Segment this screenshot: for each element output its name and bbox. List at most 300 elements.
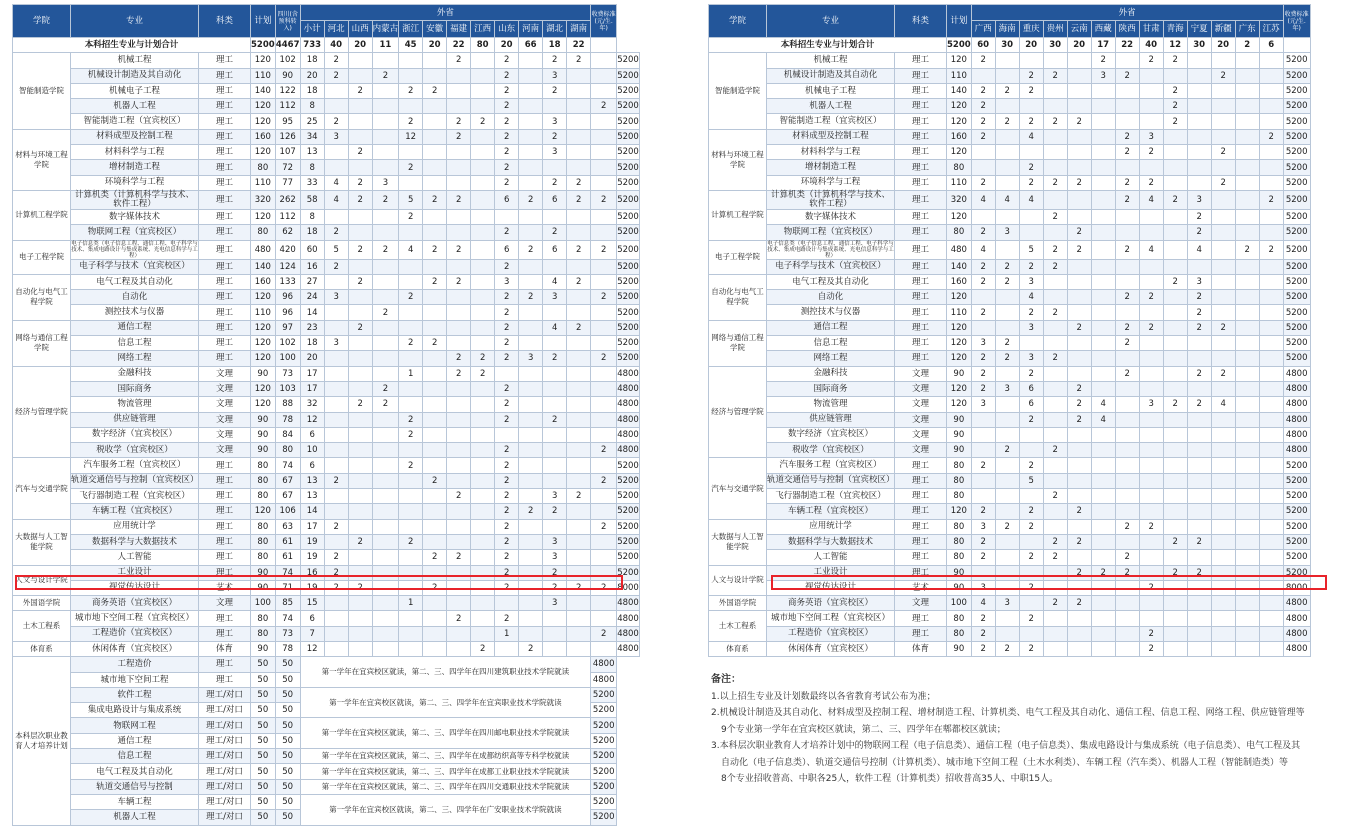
value-cell: 5200 (617, 99, 640, 114)
category-cell: 理工 (895, 240, 947, 259)
sichuan-cell: 50 (275, 733, 300, 748)
value-cell (423, 427, 447, 442)
value-cell (1043, 641, 1067, 656)
value-cell (1211, 129, 1235, 144)
value-cell (1043, 580, 1067, 595)
value-cell: 2 (591, 443, 617, 458)
value-cell: 2 (495, 550, 519, 565)
value-cell: 2 (324, 473, 348, 488)
value-cell: 2 (495, 320, 519, 335)
value-cell (1259, 351, 1283, 366)
value-cell: 6 (300, 458, 324, 473)
value-cell (519, 68, 543, 83)
category-cell: 文理 (199, 427, 251, 442)
value-cell (399, 274, 423, 289)
value-cell (471, 611, 495, 626)
value-cell: 2 (495, 565, 519, 580)
major-cell: 工程造价（宜宾校区） (767, 626, 895, 641)
value-cell: 100 (275, 351, 300, 366)
value-cell: 2 (1163, 274, 1187, 289)
value-cell (995, 489, 1019, 504)
value-cell (348, 550, 372, 565)
category-cell: 理工 (199, 458, 251, 473)
value-cell (1067, 53, 1091, 68)
value-cell: 2 (495, 99, 519, 114)
value-cell (471, 305, 495, 320)
value-cell (1043, 320, 1067, 335)
value-cell: 5200 (1283, 99, 1310, 114)
value-cell: 2 (995, 83, 1019, 98)
value-cell (1019, 626, 1043, 641)
value-cell (1067, 145, 1091, 160)
value-cell: 2 (1067, 175, 1091, 190)
value-cell: 2 (447, 274, 471, 289)
value-cell (1139, 381, 1163, 396)
value-cell: 80 (947, 489, 972, 504)
college-cell: 外国语学院 (13, 596, 71, 611)
value-cell: 2 (971, 99, 995, 114)
value-cell: 2 (1019, 550, 1043, 565)
value-cell: 2 (495, 412, 519, 427)
value-cell (423, 320, 447, 335)
value-cell (567, 351, 591, 366)
value-cell: 2 (423, 240, 447, 259)
value-cell (372, 626, 399, 641)
table-row (13, 504, 640, 519)
value-cell (1067, 519, 1091, 534)
value-cell (995, 611, 1019, 626)
value-cell (348, 351, 372, 366)
college-cell: 汽车与交通学院 (709, 458, 767, 519)
value-cell (1091, 381, 1115, 396)
college-cell: 大数据与人工智能学院 (13, 519, 71, 565)
value-cell (995, 580, 1019, 595)
value-cell (543, 381, 567, 396)
value-cell (995, 397, 1019, 412)
value-cell (1259, 412, 1283, 427)
value-cell: 2 (324, 53, 348, 68)
college-cell: 人文与设计学院 (13, 565, 71, 596)
value-cell: 2 (1115, 190, 1139, 209)
category-cell: 理工 (895, 83, 947, 98)
header-college: 学院 (13, 5, 71, 38)
value-cell (1187, 443, 1211, 458)
value-cell: 5200 (1283, 160, 1310, 175)
notes-title: 备注： (711, 674, 741, 685)
value-cell (399, 489, 423, 504)
college-cell: 体育系 (709, 641, 767, 656)
notes-section (711, 672, 1331, 788)
value-cell (591, 534, 617, 549)
value-cell (348, 336, 372, 351)
value-cell: 2 (519, 290, 543, 305)
table-row (13, 412, 640, 427)
value-cell: 2 (447, 351, 471, 366)
value-cell (348, 114, 372, 129)
value-cell: 120 (251, 336, 276, 351)
major-cell: 电气工程及其自动化 (71, 274, 199, 289)
value-cell: 2 (1115, 290, 1139, 305)
table-row (13, 240, 640, 259)
value-cell (447, 397, 471, 412)
major-cell: 飞行器制造工程（宜宾校区） (71, 489, 199, 504)
value-cell: 63 (275, 519, 300, 534)
value-cell (1163, 225, 1187, 240)
value-cell: 4 (1019, 129, 1043, 144)
value-cell: 2 (995, 274, 1019, 289)
category-cell: 理工 (895, 114, 947, 129)
value-cell: 2 (971, 53, 995, 68)
value-cell (1259, 99, 1283, 114)
value-cell: 160 (947, 274, 972, 289)
value-cell (1091, 274, 1115, 289)
table-row (709, 489, 1311, 504)
value-cell (1259, 397, 1283, 412)
value-cell: 10 (300, 443, 324, 458)
value-cell (1211, 290, 1235, 305)
value-cell: 2 (1235, 240, 1259, 259)
value-cell (567, 83, 591, 98)
value-cell: 2 (1067, 225, 1091, 240)
value-cell (423, 351, 447, 366)
value-cell: 2 (1043, 209, 1067, 224)
value-cell: 3 (372, 175, 399, 190)
value-cell: 120 (947, 209, 972, 224)
value-cell (372, 458, 399, 473)
value-cell: 2 (495, 160, 519, 175)
value-cell: 3 (543, 534, 567, 549)
total-row (709, 38, 1311, 53)
value-cell (372, 225, 399, 240)
value-cell (423, 397, 447, 412)
value-cell: 2 (519, 240, 543, 259)
value-cell (1235, 351, 1259, 366)
major-cell: 软件工程 (71, 687, 199, 702)
value-cell: 2 (1139, 626, 1163, 641)
value-cell: 3 (1019, 351, 1043, 366)
value-cell (348, 611, 372, 626)
header-category: 科类 (199, 5, 251, 38)
value-cell (1139, 83, 1163, 98)
value-cell: 110 (947, 175, 972, 190)
value-cell (1235, 68, 1259, 83)
category-cell: 理工 (199, 473, 251, 488)
table-row (709, 114, 1311, 129)
value-cell: 80 (947, 550, 972, 565)
value-cell: 2 (495, 53, 519, 68)
value-cell: 5200 (617, 320, 640, 335)
value-cell (324, 397, 348, 412)
major-cell: 数字媒体技术 (767, 209, 895, 224)
value-cell (591, 145, 617, 160)
value-cell (543, 626, 567, 641)
value-cell (1235, 626, 1259, 641)
value-cell: 2 (971, 366, 995, 381)
value-cell (1163, 351, 1187, 366)
value-cell: 2 (971, 259, 995, 274)
header-province: 贵州 (1043, 21, 1067, 38)
total-value: 2 (1235, 38, 1259, 53)
major-cell: 视觉传达设计 (71, 580, 199, 595)
value-cell: 13 (300, 489, 324, 504)
value-cell (1235, 519, 1259, 534)
value-cell: 18 (300, 53, 324, 68)
value-cell (348, 225, 372, 240)
value-cell: 5200 (617, 550, 640, 565)
value-cell (1235, 580, 1259, 595)
value-cell: 2 (324, 225, 348, 240)
value-cell (1259, 320, 1283, 335)
value-cell: 6 (1019, 381, 1043, 396)
value-cell: 2 (495, 114, 519, 129)
value-cell: 2 (372, 305, 399, 320)
value-cell: 420 (275, 240, 300, 259)
value-cell: 2 (543, 504, 567, 519)
major-cell: 机械电子工程 (71, 83, 199, 98)
header-province: 宁夏 (1187, 21, 1211, 38)
value-cell (372, 641, 399, 656)
value-cell (1211, 458, 1235, 473)
major-cell: 机器人工程 (71, 810, 199, 825)
value-cell: 80 (251, 534, 276, 549)
category-cell: 文理 (895, 366, 947, 381)
value-cell: 2 (971, 534, 995, 549)
table-row (13, 274, 640, 289)
value-cell (447, 160, 471, 175)
value-cell: 5200 (1283, 534, 1310, 549)
value-cell: 4 (971, 240, 995, 259)
category-cell: 理工 (199, 657, 251, 672)
sichuan-cell: 50 (275, 672, 300, 687)
major-cell: 工程造价 (71, 657, 199, 672)
value-cell: 2 (471, 366, 495, 381)
value-cell: 4 (995, 190, 1019, 209)
plan-cell: 50 (251, 687, 276, 702)
value-cell: 2 (1043, 534, 1067, 549)
value-cell (447, 290, 471, 305)
value-cell: 12 (300, 412, 324, 427)
value-cell (591, 381, 617, 396)
value-cell: 96 (275, 290, 300, 305)
value-cell (1163, 427, 1187, 442)
vocational-row (13, 718, 640, 733)
value-cell: 2 (447, 611, 471, 626)
value-cell: 2 (591, 240, 617, 259)
study-arrangement-note: 第一学年在宜宾校区就读，第二、三、四学年在四川交通职业技术学院就读 (300, 779, 591, 794)
value-cell: 2 (447, 240, 471, 259)
value-cell (1067, 259, 1091, 274)
table-row (709, 458, 1311, 473)
value-cell: 2 (1115, 550, 1139, 565)
category-cell: 理工 (895, 504, 947, 519)
value-cell (995, 366, 1019, 381)
value-cell: 3 (971, 397, 995, 412)
value-cell: 5200 (1283, 145, 1310, 160)
table-row (13, 550, 640, 565)
value-cell: 3 (543, 550, 567, 565)
value-cell: 2 (995, 519, 1019, 534)
value-cell (423, 114, 447, 129)
category-cell: 理工 (199, 336, 251, 351)
value-cell: 2 (1259, 129, 1283, 144)
value-cell (1115, 427, 1139, 442)
value-cell (567, 290, 591, 305)
value-cell (1115, 160, 1139, 175)
total-value: 6 (1259, 38, 1283, 53)
value-cell: 3 (495, 274, 519, 289)
value-cell: 5200 (1283, 209, 1310, 224)
category-cell: 理工 (895, 534, 947, 549)
value-cell (324, 145, 348, 160)
value-cell: 3 (543, 596, 567, 611)
value-cell (567, 397, 591, 412)
value-cell: 2 (543, 83, 567, 98)
value-cell (1235, 641, 1259, 656)
value-cell (1259, 504, 1283, 519)
value-cell: 4800 (617, 412, 640, 427)
category-cell: 理工/对口 (199, 794, 251, 809)
value-cell (567, 611, 591, 626)
value-cell (1139, 596, 1163, 611)
college-cell: 计算机工程学院 (709, 190, 767, 240)
table-row (709, 580, 1311, 595)
value-cell: 32 (300, 397, 324, 412)
value-cell (591, 641, 617, 656)
value-cell (1091, 641, 1115, 656)
value-cell (1235, 145, 1259, 160)
value-cell: 2 (1259, 240, 1283, 259)
value-cell: 80 (947, 160, 972, 175)
value-cell: 90 (251, 580, 276, 595)
value-cell (591, 68, 617, 83)
value-cell (1091, 519, 1115, 534)
value-cell: 5200 (617, 145, 640, 160)
value-cell (324, 611, 348, 626)
value-cell (1211, 534, 1235, 549)
value-cell: 72 (275, 160, 300, 175)
value-cell: 2 (1043, 489, 1067, 504)
value-cell: 5200 (1283, 83, 1310, 98)
fee-cell: 5200 (591, 733, 617, 748)
value-cell: 2 (399, 336, 423, 351)
value-cell: 4800 (617, 626, 640, 641)
value-cell (1067, 160, 1091, 175)
value-cell: 5200 (1283, 290, 1310, 305)
value-cell (399, 320, 423, 335)
total-value: 20 (1019, 38, 1043, 53)
value-cell: 74 (275, 565, 300, 580)
value-cell: 17 (300, 381, 324, 396)
value-cell: 16 (300, 259, 324, 274)
value-cell: 2 (1115, 336, 1139, 351)
value-cell: 5 (1019, 240, 1043, 259)
value-cell (1067, 99, 1091, 114)
value-cell (324, 412, 348, 427)
value-cell: 5200 (1283, 336, 1310, 351)
value-cell (567, 68, 591, 83)
value-cell (1091, 190, 1115, 209)
value-cell (591, 259, 617, 274)
major-cell: 网络工程 (71, 351, 199, 366)
category-cell: 理工 (895, 626, 947, 641)
value-cell: 80 (251, 550, 276, 565)
value-cell (567, 366, 591, 381)
table-row (709, 366, 1311, 381)
value-cell: 262 (275, 190, 300, 209)
value-cell (372, 519, 399, 534)
major-cell: 城市地下空间工程（宜宾校区） (767, 611, 895, 626)
value-cell: 4 (324, 190, 348, 209)
value-cell (471, 53, 495, 68)
value-cell (543, 160, 567, 175)
value-cell (1139, 458, 1163, 473)
value-cell (423, 626, 447, 641)
value-cell: 5200 (617, 458, 640, 473)
value-cell: 2 (495, 305, 519, 320)
value-cell: 2 (1139, 320, 1163, 335)
value-cell (519, 626, 543, 641)
value-cell: 126 (275, 129, 300, 144)
value-cell: 120 (251, 145, 276, 160)
major-cell: 材料成型及控制工程 (71, 129, 199, 144)
value-cell (1067, 274, 1091, 289)
table-row (13, 626, 640, 641)
category-cell: 理工 (895, 565, 947, 580)
value-cell (995, 160, 1019, 175)
value-cell (1139, 443, 1163, 458)
fee-cell: 5200 (591, 779, 617, 794)
value-cell: 6 (300, 427, 324, 442)
value-cell (471, 458, 495, 473)
value-cell (591, 129, 617, 144)
plan-cell: 50 (251, 703, 276, 718)
value-cell: 5200 (617, 53, 640, 68)
value-cell: 5200 (617, 68, 640, 83)
value-cell: 2 (1043, 68, 1067, 83)
value-cell (423, 225, 447, 240)
value-cell (1067, 611, 1091, 626)
value-cell: 5200 (617, 225, 640, 240)
major-cell: 工业设计 (767, 565, 895, 580)
value-cell (372, 145, 399, 160)
value-cell: 120 (947, 290, 972, 305)
value-cell: 19 (300, 534, 324, 549)
value-cell (1211, 626, 1235, 641)
value-cell: 2 (567, 489, 591, 504)
college-cell: 土木工程系 (13, 611, 71, 642)
major-cell: 通信工程 (71, 733, 199, 748)
value-cell (1235, 99, 1259, 114)
value-cell (1187, 596, 1211, 611)
value-cell (324, 641, 348, 656)
value-cell (591, 83, 617, 98)
value-cell (447, 320, 471, 335)
table-row (709, 641, 1311, 656)
value-cell (1163, 160, 1187, 175)
major-cell: 数字经济（宜宾校区） (767, 427, 895, 442)
value-cell (399, 519, 423, 534)
value-cell: 2 (1043, 443, 1067, 458)
value-cell (1091, 550, 1115, 565)
value-cell: 2 (971, 626, 995, 641)
value-cell (591, 550, 617, 565)
value-cell (1235, 381, 1259, 396)
value-cell (1091, 596, 1115, 611)
value-cell: 2 (519, 190, 543, 209)
value-cell: 2 (971, 504, 995, 519)
major-cell: 商务英语（宜宾校区） (767, 596, 895, 611)
value-cell (1115, 580, 1139, 595)
